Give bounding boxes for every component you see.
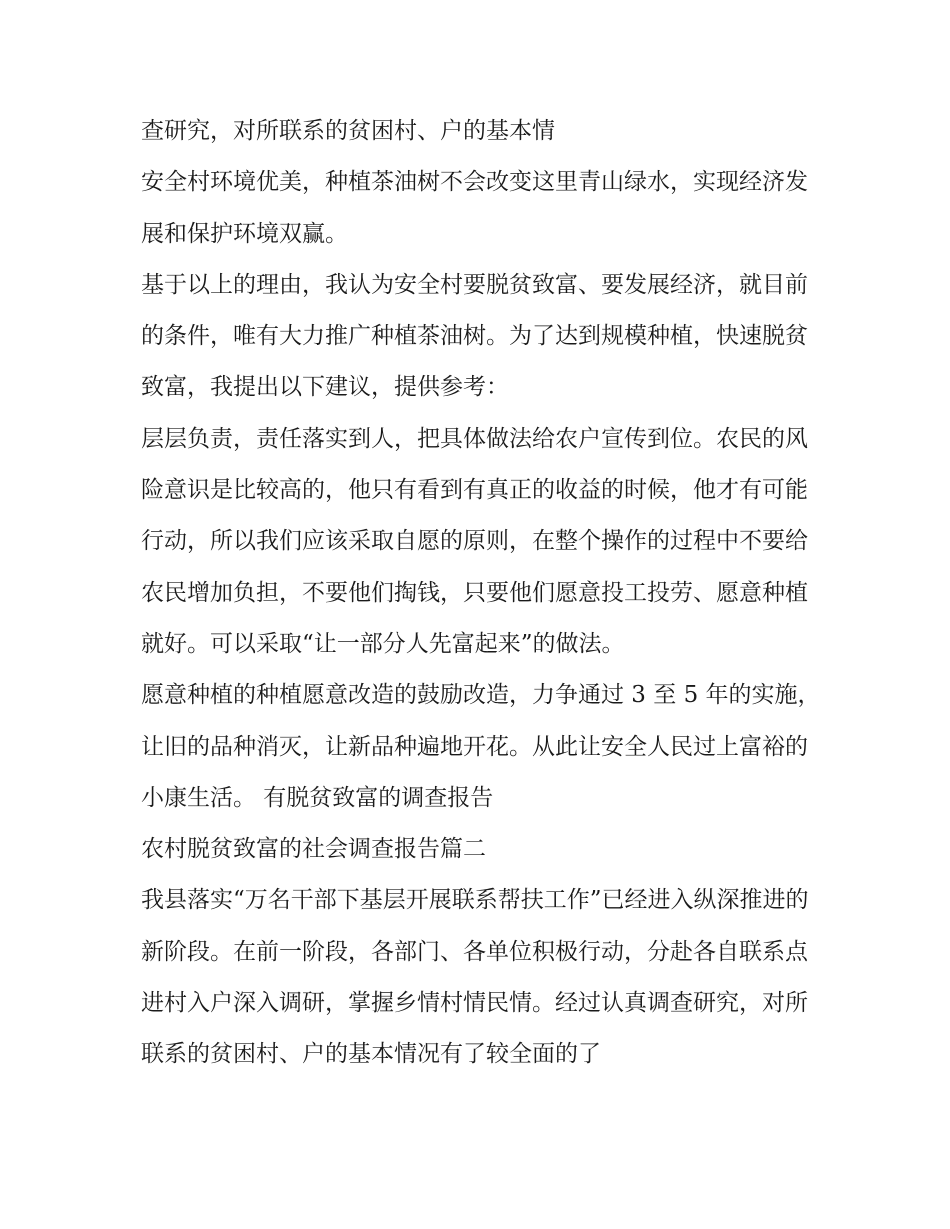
paragraph-planting-plan: 愿意种植的种植愿意改造的鼓励改造，力争通过 3 至 5 年的实施，让旧的品种消灭，让新品种遍地开花。从此让安全人民过上富裕的小康生活。 有脱贫致富的调查报告 — [141, 682, 821, 811]
paragraph-responsibility: 层层负责，责任落实到人，把具体做法给农户宣传到位。农民的风险意识是比较高的，他只有看到有真正的收益的时候，他才有可能行动，所以我们应该采取自愿的原则，在整个操作的过程中不要给农民增加负担，不要他们掏钱，只要他们愿意投工投劳、愿意种植就好。可以采取“让一部分人先富起来”的做法。 — [141, 425, 808, 657]
paragraph-environment: 安全村环境优美，种植茶油树不会改变这里青山绿水，实现经济发展和保护环境双赢。 — [141, 169, 808, 247]
section-heading: 农村脱贫致富的社会调查报告篇二 — [141, 836, 486, 863]
paragraph-reasons: 基于以上的理由，我认为安全村要脱贫致富、要发展经济，就目前的条件，唯有大力推广种植茶油树。为了达到规模种植，快速脱贫致富，我提出以下建议，提供参考： — [141, 271, 808, 401]
document-body — [141, 106, 821, 1081]
paragraph-fragment: 查研究，对所联系的贫困村、户的基本情 — [141, 118, 555, 144]
paragraph-county-work: 我县落实“万名干部下基层开展联系帮扶工作”已经进入纵深推进的新阶段。在前一阶段，各部门、各单位积极行动，分赴各自联系点进村入户深入调研，掌握乡情村情民情。经过认真调查研究，对所联系的贫困村、户的基本情况有了较全面的了 — [141, 887, 809, 1068]
